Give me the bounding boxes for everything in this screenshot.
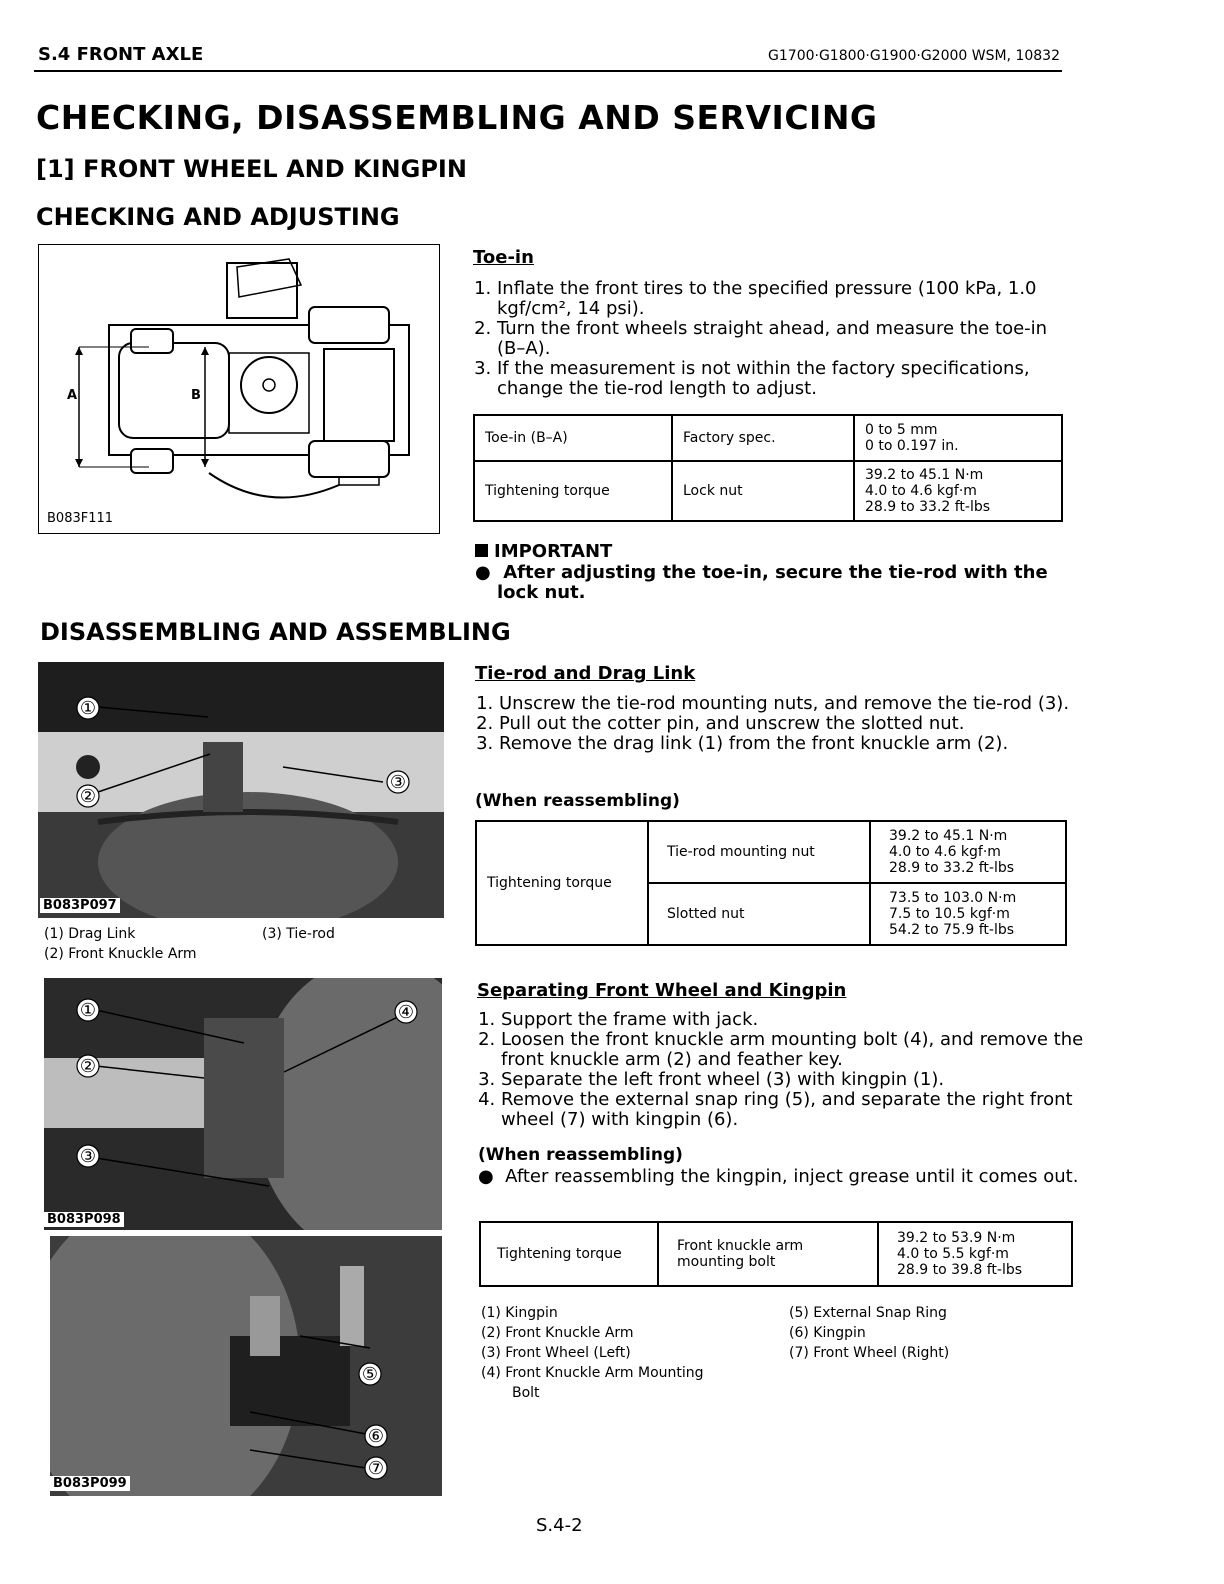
legend-item: (4) Front Knuckle Arm Mounting bbox=[481, 1365, 704, 1381]
callout-2: ② bbox=[79, 786, 97, 807]
toe-in-steps bbox=[473, 279, 1057, 399]
table-cell: Tightening torque bbox=[480, 1222, 658, 1286]
photo-right-wheel-drawing bbox=[50, 1236, 442, 1496]
separating-legend-left bbox=[481, 1303, 704, 1403]
callout-3: ③ bbox=[79, 1146, 97, 1167]
callout-1: ① bbox=[79, 1000, 97, 1021]
tierod-heading: Tie-rod and Drag Link bbox=[475, 663, 696, 684]
grease-bullet bbox=[478, 1167, 1088, 1187]
table-cell bbox=[870, 883, 1066, 945]
callout-3: ③ bbox=[389, 772, 407, 793]
table-cell: Tightening torque bbox=[474, 461, 672, 521]
table-cell: Lock nut bbox=[672, 461, 854, 521]
figure-id: B083P097 bbox=[40, 898, 120, 913]
grease-text: After reassembling the kingpin, inject grease until it comes out. bbox=[505, 1166, 1079, 1187]
toe-in-step: 3. If the measurement is not within the factory specifications, change the tie-rod length to adjust. bbox=[497, 359, 1057, 399]
page-title: CHECKING, DISASSEMBLING AND SERVICING bbox=[36, 98, 878, 137]
legend-item: (1) Drag Link bbox=[44, 926, 136, 942]
tierod-step: 3. Remove the drag link (1) from the front knuckle arm (2). bbox=[499, 734, 1084, 754]
important-bullet bbox=[475, 563, 1082, 603]
toe-in-step: 2. Turn the front wheels straight ahead, and measure the toe-in (B–A). bbox=[497, 319, 1057, 359]
spec-value: 7.5 to 10.5 kgf·m bbox=[889, 906, 1010, 922]
separating-heading: Separating Front Wheel and Kingpin bbox=[477, 980, 847, 1001]
spec-value: 39.2 to 45.1 N·m bbox=[865, 467, 984, 483]
tierod-legend bbox=[44, 924, 197, 964]
checking-heading: CHECKING AND ADJUSTING bbox=[36, 203, 400, 231]
spec-value: 28.9 to 33.2 ft-lbs bbox=[889, 860, 1015, 876]
section-title: S.4 FRONT AXLE bbox=[38, 44, 204, 65]
legend-item: (6) Kingpin bbox=[789, 1325, 866, 1341]
separating-step: 4. Remove the external snap ring (5), and separate the right front wheel (7) with kingpin (6). bbox=[501, 1090, 1089, 1130]
bullet-icon: ● bbox=[475, 562, 504, 583]
tierod-steps bbox=[475, 694, 1084, 754]
callout-2: ② bbox=[79, 1056, 97, 1077]
spec-value: 28.9 to 33.2 ft-lbs bbox=[865, 499, 991, 515]
subtitle: [1] FRONT WHEEL AND KINGPIN bbox=[36, 155, 467, 183]
legend-item: (3) Tie-rod bbox=[262, 926, 335, 942]
separating-step: 3. Separate the left front wheel (3) with kingpin (1). bbox=[501, 1070, 1089, 1090]
model-numbers: G1700·G1800·G1900·G2000 WSM, 10832 bbox=[768, 48, 1060, 64]
callout-5: ⑤ bbox=[361, 1364, 379, 1385]
when-reassembling-label: (When reassembling) bbox=[478, 1145, 683, 1165]
tractor-top-view-drawing bbox=[39, 245, 439, 533]
spec-value: 39.2 to 45.1 N·m bbox=[889, 828, 1008, 844]
important-note bbox=[475, 541, 612, 562]
callout-4: ④ bbox=[397, 1002, 415, 1023]
tierod-torque-table bbox=[475, 820, 1067, 946]
table-cell bbox=[854, 415, 1062, 461]
tierod-step: 1. Unscrew the tie-rod mounting nuts, and remove the tie-rod (3). bbox=[499, 694, 1084, 714]
legend-item: (5) External Snap Ring bbox=[789, 1305, 947, 1321]
table-cell bbox=[870, 821, 1066, 883]
figure-id: B083F111 bbox=[47, 511, 114, 526]
legend-item: (3) Front Wheel (Left) bbox=[481, 1345, 631, 1361]
toe-in-step: 1. Inflate the front tires to the specified pressure (100 kPa, 1.0 kgf/cm², 14 psi). bbox=[497, 279, 1057, 319]
spec-value: 0 to 0.197 in. bbox=[865, 438, 959, 454]
photo-left-wheel bbox=[44, 978, 442, 1230]
when-reassembling-label: (When reassembling) bbox=[475, 791, 680, 811]
knuckle-torque-table bbox=[479, 1221, 1073, 1287]
table-cell: Front knuckle arm mounting bolt bbox=[658, 1222, 878, 1286]
toe-in-heading: Toe-in bbox=[473, 247, 534, 268]
separating-step: 2. Loosen the front knuckle arm mounting bolt (4), and remove the front knuckle arm (2) and feather key. bbox=[501, 1030, 1089, 1070]
separating-step: 1. Support the frame with jack. bbox=[501, 1010, 1089, 1030]
spec-value: 4.0 to 5.5 kgf·m bbox=[897, 1246, 1009, 1262]
spec-value: 28.9 to 39.8 ft-lbs bbox=[897, 1262, 1023, 1278]
tierod-legend-right bbox=[262, 924, 335, 944]
tierod-step: 2. Pull out the cotter pin, and unscrew the slotted nut. bbox=[499, 714, 1084, 734]
bullet-icon: ● bbox=[478, 1166, 506, 1187]
photo-tierod-drawing bbox=[38, 662, 444, 918]
dimension-a-label: A bbox=[67, 388, 78, 403]
legend-item: Bolt bbox=[512, 1385, 540, 1401]
figure-id: B083P098 bbox=[44, 1212, 124, 1227]
header-rule bbox=[34, 70, 1062, 72]
separating-legend-right bbox=[789, 1303, 949, 1363]
callout-7: ⑦ bbox=[367, 1458, 385, 1479]
photo-left-wheel-drawing bbox=[44, 978, 442, 1230]
spec-value: 4.0 to 4.6 kgf·m bbox=[865, 483, 977, 499]
important-square-icon bbox=[475, 544, 488, 557]
callout-6: ⑥ bbox=[367, 1426, 385, 1447]
toe-in-spec-table bbox=[473, 414, 1063, 522]
spec-value: 39.2 to 53.9 N·m bbox=[897, 1230, 1016, 1246]
table-cell bbox=[878, 1222, 1072, 1286]
important-label: IMPORTANT bbox=[494, 541, 613, 562]
spec-value: 54.2 to 75.9 ft-lbs bbox=[889, 922, 1015, 938]
table-cell bbox=[854, 461, 1062, 521]
spec-value: 4.0 to 4.6 kgf·m bbox=[889, 844, 1001, 860]
figure-id: B083P099 bbox=[50, 1476, 130, 1491]
table-cell: Tightening torque bbox=[476, 821, 648, 945]
legend-item: (2) Front Knuckle Arm bbox=[481, 1325, 634, 1341]
callout-1: ① bbox=[79, 698, 97, 719]
photo-tierod bbox=[38, 662, 444, 918]
separating-steps bbox=[477, 1010, 1089, 1130]
page-number: S.4-2 bbox=[536, 1515, 583, 1536]
legend-item: (2) Front Knuckle Arm bbox=[44, 946, 197, 962]
important-text: After adjusting the toe-in, secure the tie-rod with the lock nut. bbox=[497, 562, 1048, 603]
legend-item: (1) Kingpin bbox=[481, 1305, 558, 1321]
table-cell: Slotted nut bbox=[648, 883, 870, 945]
table-cell: Tie-rod mounting nut bbox=[648, 821, 870, 883]
dimension-b-label: B bbox=[191, 388, 201, 403]
table-cell: Factory spec. bbox=[672, 415, 854, 461]
photo-right-wheel bbox=[50, 1236, 442, 1496]
tractor-diagram bbox=[38, 244, 440, 534]
legend-item: (7) Front Wheel (Right) bbox=[789, 1345, 950, 1361]
spec-value: 73.5 to 103.0 N·m bbox=[889, 890, 1017, 906]
table-cell: Toe-in (B–A) bbox=[474, 415, 672, 461]
spec-value: 0 to 5 mm bbox=[865, 422, 938, 438]
disassembling-heading: DISASSEMBLING AND ASSEMBLING bbox=[40, 618, 511, 646]
